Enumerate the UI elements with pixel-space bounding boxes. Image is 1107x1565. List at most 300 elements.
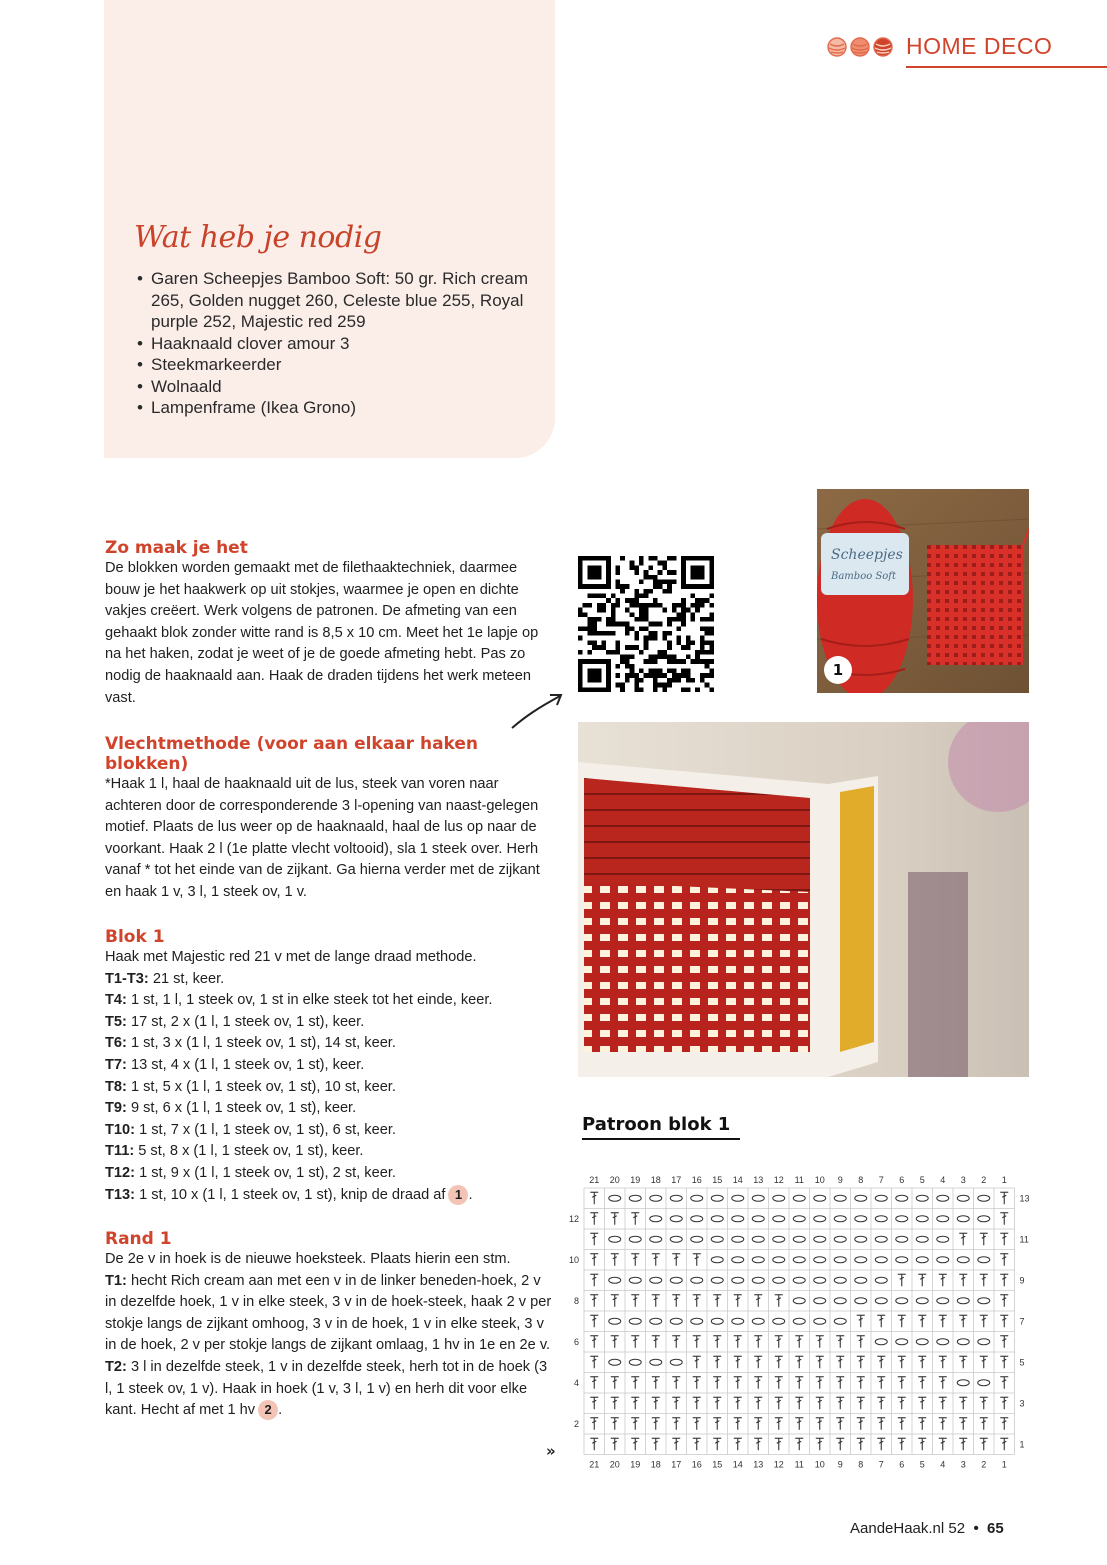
chain-symbol	[957, 1195, 969, 1201]
chain-symbol	[978, 1339, 990, 1345]
intro-heading: Zo maak je het	[105, 538, 248, 558]
stitch-symbol	[816, 1418, 824, 1430]
chain-symbol	[957, 1339, 969, 1345]
row-text: 1 st, 5 x (1 l, 1 steek ov, 1 st), 10 st, keer.	[130, 1078, 396, 1095]
stitch-symbol	[959, 1274, 967, 1286]
column-number: 20	[609, 1459, 620, 1470]
column-number: 17	[671, 1175, 682, 1185]
chain-symbol	[629, 1236, 641, 1242]
chain-symbol	[670, 1236, 682, 1242]
stitch-symbol	[713, 1336, 721, 1348]
materials-item: • Wolnaald	[134, 376, 544, 398]
stitch-symbol	[877, 1315, 885, 1327]
stitch-symbol	[980, 1418, 988, 1430]
braid-section	[105, 734, 555, 904]
chain-symbol	[609, 1195, 621, 1201]
stitch-symbol	[713, 1377, 721, 1389]
pattern-row	[105, 1271, 555, 1357]
column-number: 9	[837, 1175, 843, 1185]
column-number: 12	[773, 1175, 784, 1185]
chain-symbol	[793, 1195, 805, 1201]
row-label: T9:	[105, 1100, 127, 1117]
stitch-symbol	[857, 1336, 865, 1348]
lamp-photo	[578, 722, 1029, 1077]
chain-symbol	[896, 1195, 908, 1201]
row-label: T12:	[105, 1164, 136, 1181]
stitch-symbol	[693, 1295, 701, 1307]
block1-section	[105, 927, 555, 1206]
chain-symbol	[978, 1195, 990, 1201]
chain-symbol	[978, 1257, 990, 1263]
chain-symbol	[916, 1195, 928, 1201]
row-label: T13:	[105, 1186, 136, 1203]
stitch-symbol	[918, 1274, 926, 1286]
stitch-symbol	[857, 1418, 865, 1430]
chain-symbol	[773, 1277, 785, 1283]
chain-symbol	[937, 1257, 949, 1263]
chain-symbol	[957, 1216, 969, 1222]
chain-symbol	[855, 1277, 867, 1283]
stitch-symbol	[590, 1418, 598, 1430]
chain-symbol	[875, 1236, 887, 1242]
row-number: 12	[568, 1213, 579, 1224]
chain-symbol	[793, 1277, 805, 1283]
pattern-row	[105, 1055, 555, 1077]
stitch-symbol	[918, 1377, 926, 1389]
block1-heading: Blok 1	[105, 927, 165, 947]
stitch-symbol	[754, 1397, 762, 1409]
materials-heading: Wat heb je nodig	[134, 220, 382, 255]
stitch-symbol	[652, 1254, 660, 1266]
column-number: 7	[878, 1459, 884, 1470]
stitch-symbol	[836, 1336, 844, 1348]
stitch-symbol	[816, 1397, 824, 1409]
stitch-symbol	[959, 1315, 967, 1327]
stitch-symbol	[672, 1438, 680, 1450]
stitch-symbol	[754, 1418, 762, 1430]
stitch-symbol	[898, 1418, 906, 1430]
stitch-symbol	[775, 1356, 783, 1368]
chain-symbol	[834, 1236, 846, 1242]
yarn-brand-label: Scheepjes	[831, 547, 903, 563]
row-text: 21 st, keer.	[152, 970, 225, 987]
stitch-symbol	[713, 1418, 721, 1430]
materials-item: • Haaknaald clover amour 3	[134, 333, 544, 355]
stitch-symbol	[713, 1397, 721, 1409]
chain-symbol	[875, 1216, 887, 1222]
stitch-symbol	[775, 1418, 783, 1430]
stitch-symbol	[980, 1233, 988, 1245]
chain-symbol	[875, 1195, 887, 1201]
stitch-symbol	[1000, 1213, 1008, 1225]
chain-symbol	[896, 1236, 908, 1242]
yarn-product-label: Bamboo Soft	[831, 571, 897, 582]
chain-symbol	[732, 1216, 744, 1222]
chain-symbol	[691, 1277, 703, 1283]
chain-symbol	[978, 1216, 990, 1222]
row-text: 1 st, 1 l, 1 steek ov, 1 st in elke steek tot het einde, keer.	[130, 992, 493, 1009]
chain-symbol	[752, 1277, 764, 1283]
stitch-symbol	[939, 1377, 947, 1389]
chain-symbol	[814, 1277, 826, 1283]
rand1-section	[105, 1229, 555, 1422]
chain-symbol	[670, 1277, 682, 1283]
chain-symbol	[937, 1216, 949, 1222]
chain-symbol	[732, 1277, 744, 1283]
stitch-symbol	[836, 1438, 844, 1450]
chain-symbol	[650, 1216, 662, 1222]
stitch-symbol	[1000, 1438, 1008, 1450]
stitch-symbol	[918, 1356, 926, 1368]
stitch-symbol	[652, 1418, 660, 1430]
chain-symbol	[711, 1318, 723, 1324]
chain-symbol	[793, 1298, 805, 1304]
stitch-symbol	[672, 1336, 680, 1348]
column-number: 8	[858, 1459, 864, 1470]
stitch-symbol	[877, 1418, 885, 1430]
column-number: 7	[878, 1175, 884, 1185]
chain-symbol	[814, 1236, 826, 1242]
chain-symbol	[896, 1257, 908, 1263]
chain-symbol	[629, 1195, 641, 1201]
column-number: 18	[650, 1459, 661, 1470]
materials-item: • Garen Scheepjes Bamboo Soft: 50 gr. Rich cream 265, Golden nugget 260, Celeste blue 255, Royal purple 252, Majestic red 259	[134, 268, 544, 333]
chain-symbol	[875, 1257, 887, 1263]
chain-symbol	[670, 1318, 682, 1324]
stitch-symbol	[980, 1438, 988, 1450]
row-text: 1 st, 9 x (1 l, 1 steek ov, 1 st), 2 st, keer.	[139, 1164, 396, 1181]
pattern-row	[105, 1033, 555, 1055]
chain-symbol	[896, 1339, 908, 1345]
chain-symbol	[896, 1298, 908, 1304]
stitch-symbol	[590, 1213, 598, 1225]
column-number: 11	[794, 1459, 804, 1470]
column-number: 2	[981, 1459, 987, 1470]
page-footer	[850, 1520, 1004, 1537]
chain-symbol	[937, 1339, 949, 1345]
step-badge: 2	[258, 1400, 278, 1420]
stitch-symbol	[775, 1438, 783, 1450]
stitch-symbol	[631, 1377, 639, 1389]
chain-symbol	[773, 1216, 785, 1222]
stitch-symbol	[693, 1336, 701, 1348]
column-number: 17	[671, 1459, 682, 1470]
row-number: 10	[568, 1254, 579, 1265]
stitch-symbol	[816, 1356, 824, 1368]
stitch-symbol	[816, 1377, 824, 1389]
pattern-row	[105, 1077, 555, 1099]
stitch-symbol	[734, 1418, 742, 1430]
stitch-symbol	[795, 1377, 803, 1389]
stitch-symbol	[1000, 1377, 1008, 1389]
stitch-symbol	[734, 1377, 742, 1389]
chain-symbol	[609, 1236, 621, 1242]
chain-symbol	[732, 1195, 744, 1201]
chain-symbol	[834, 1257, 846, 1263]
column-number: 11	[794, 1175, 804, 1185]
chain-symbol	[732, 1236, 744, 1242]
continue-marker: »	[546, 1442, 556, 1460]
stitch-symbol	[693, 1438, 701, 1450]
column-number: 8	[858, 1175, 864, 1185]
footer-separator: •	[973, 1520, 979, 1537]
chain-symbol	[916, 1236, 928, 1242]
row-number: 8	[573, 1295, 579, 1306]
stitch-symbol	[898, 1377, 906, 1389]
column-number: 19	[630, 1175, 641, 1185]
stitch-symbol	[590, 1192, 598, 1204]
chain-symbol	[752, 1318, 764, 1324]
stitch-symbol	[1000, 1336, 1008, 1348]
chain-symbol	[875, 1298, 887, 1304]
column-number: 19	[630, 1459, 641, 1470]
column-number: 14	[732, 1459, 743, 1470]
chain-symbol	[752, 1216, 764, 1222]
chain-symbol	[711, 1236, 723, 1242]
stitch-symbol	[816, 1336, 824, 1348]
chain-symbol	[916, 1216, 928, 1222]
chain-symbol	[752, 1257, 764, 1263]
stitch-symbol	[939, 1418, 947, 1430]
stitch-symbol	[959, 1397, 967, 1409]
row-text: 1 st, 7 x (1 l, 1 steek ov, 1 st), 6 st, keer.	[139, 1121, 396, 1138]
chain-symbol	[629, 1277, 641, 1283]
stitch-symbol	[959, 1356, 967, 1368]
stitch-symbol	[1000, 1254, 1008, 1266]
row-text: 1 st, 10 x (1 l, 1 steek ov, 1 st), knip de draad af	[139, 1186, 446, 1203]
stitch-symbol	[877, 1438, 885, 1450]
pattern-row	[105, 1120, 555, 1142]
stitch-symbol	[754, 1377, 762, 1389]
chain-symbol	[957, 1257, 969, 1263]
stitch-symbol	[590, 1233, 598, 1245]
column-number: 20	[609, 1175, 620, 1185]
stitch-symbol	[939, 1315, 947, 1327]
chain-symbol	[732, 1318, 744, 1324]
chain-symbol	[773, 1318, 785, 1324]
stitch-symbol	[734, 1438, 742, 1450]
stitch-symbol	[631, 1438, 639, 1450]
column-number: 15	[712, 1459, 723, 1470]
row-text: 9 st, 6 x (1 l, 1 steek ov, 1 st), keer.	[130, 1100, 357, 1117]
column-number: 1	[1001, 1459, 1007, 1470]
stitch-symbol	[590, 1254, 598, 1266]
stitch-symbol	[795, 1438, 803, 1450]
row-number: 7	[1019, 1316, 1025, 1327]
stitch-symbol	[734, 1356, 742, 1368]
stitch-symbol	[672, 1418, 680, 1430]
stitch-symbol	[672, 1397, 680, 1409]
stitch-symbol	[980, 1397, 988, 1409]
pattern-row: T13: 1 st, 10 x (1 l, 1 steek ov, 1 st), knip de draad af 1 .	[105, 1185, 555, 1207]
stitch-symbol	[754, 1356, 762, 1368]
stitch-symbol	[1000, 1397, 1008, 1409]
column-number: 1	[1001, 1175, 1007, 1185]
chain-symbol	[875, 1277, 887, 1283]
stitch-symbol	[734, 1295, 742, 1307]
column-number: 10	[814, 1175, 825, 1185]
chain-symbol	[916, 1339, 928, 1345]
stitch-symbol	[631, 1418, 639, 1430]
row-number: 6	[573, 1336, 579, 1347]
stitch-symbol	[836, 1397, 844, 1409]
stitch-symbol	[693, 1254, 701, 1266]
stitch-symbol	[918, 1438, 926, 1450]
stitch-symbol	[959, 1438, 967, 1450]
qr-code[interactable]	[578, 556, 714, 692]
braid-heading: Vlechtmethode (voor aan elkaar haken blokken)	[105, 734, 479, 774]
column-number: 18	[650, 1175, 661, 1185]
chain-symbol	[855, 1298, 867, 1304]
chain-symbol	[670, 1195, 682, 1201]
chain-symbol	[855, 1257, 867, 1263]
stitch-symbol	[857, 1397, 865, 1409]
chain-symbol	[629, 1359, 641, 1365]
stitch-symbol	[590, 1315, 598, 1327]
chain-symbol	[732, 1257, 744, 1263]
stitch-symbol	[672, 1377, 680, 1389]
column-number: 4	[940, 1459, 946, 1470]
chain-symbol	[650, 1277, 662, 1283]
row-number: 1	[1019, 1439, 1025, 1450]
chain-symbol	[916, 1257, 928, 1263]
chain-symbol	[609, 1359, 621, 1365]
stitch-symbol	[713, 1356, 721, 1368]
stitch-symbol	[631, 1336, 639, 1348]
stitch-symbol	[816, 1438, 824, 1450]
stitch-symbol	[611, 1254, 619, 1266]
stitch-symbol	[1000, 1233, 1008, 1245]
stitch-symbol	[877, 1377, 885, 1389]
step-badge: 1	[448, 1185, 468, 1205]
section-title: HOME DECO	[906, 33, 1053, 59]
pattern-chart	[560, 1170, 1045, 1470]
stitch-symbol	[590, 1397, 598, 1409]
pattern-row	[105, 1163, 555, 1185]
stitch-symbol	[857, 1377, 865, 1389]
chain-symbol	[650, 1236, 662, 1242]
column-number: 6	[899, 1459, 905, 1470]
chain-symbol	[691, 1216, 703, 1222]
chain-symbol	[978, 1298, 990, 1304]
row-label: T5:	[105, 1013, 127, 1030]
stitch-symbol	[939, 1356, 947, 1368]
column-number: 4	[940, 1175, 946, 1185]
chain-symbol	[855, 1236, 867, 1242]
stitch-symbol	[939, 1274, 947, 1286]
stitch-symbol	[918, 1315, 926, 1327]
chain-symbol	[896, 1216, 908, 1222]
braid-text: *Haak 1 l, haal de haaknaald uit de lus, steek van voren naar achteren door de corresponderende 3 l-opening van naast-gelegen motief. Plaats de lus weer op de haaknaald, haal de lus op naar de voorkant. Haak 2 l (1e platte vlecht voltooid), sla 1 steek over. Herh vanaf * tot het einde van de zijkant. Ga hierna verder met de zijkant en haak 1 v, 3 l, 1 steek ov, 1 v.	[105, 776, 540, 900]
stitch-symbol	[611, 1377, 619, 1389]
chain-symbol	[834, 1318, 846, 1324]
row-label: T10:	[105, 1121, 136, 1138]
stitch-symbol	[857, 1438, 865, 1450]
stitch-symbol	[672, 1254, 680, 1266]
row-text: 5 st, 8 x (1 l, 1 steek ov, 1 st), keer.	[138, 1143, 364, 1160]
stitch-symbol	[652, 1295, 660, 1307]
stitch-symbol	[693, 1377, 701, 1389]
pattern-row	[105, 1098, 555, 1120]
row-number: 9	[1019, 1275, 1025, 1286]
row-text: 17 st, 2 x (1 l, 1 steek ov, 1 st), keer.	[130, 1013, 365, 1030]
stitch-symbol	[1000, 1192, 1008, 1204]
row-number: 2	[573, 1418, 579, 1429]
pattern-row	[105, 990, 555, 1012]
row-label: T2:	[105, 1358, 127, 1375]
stitch-symbol	[713, 1438, 721, 1450]
chain-symbol	[609, 1318, 621, 1324]
stitch-symbol	[590, 1295, 598, 1307]
row-number: 13	[1019, 1193, 1030, 1204]
chain-symbol	[752, 1195, 764, 1201]
stitch-symbol	[877, 1356, 885, 1368]
block1-intro: Haak met Majestic red 21 v met de lange draad methode.	[105, 949, 477, 965]
stitch-symbol	[775, 1336, 783, 1348]
chain-symbol	[814, 1318, 826, 1324]
stitch-symbol	[734, 1397, 742, 1409]
chain-symbol	[711, 1216, 723, 1222]
stitch-symbol	[590, 1438, 598, 1450]
chain-symbol	[650, 1359, 662, 1365]
stitch-symbol	[939, 1397, 947, 1409]
stitch-symbol	[959, 1418, 967, 1430]
stitch-symbol	[754, 1438, 762, 1450]
stitch-symbol	[795, 1336, 803, 1348]
stitch-symbol	[631, 1295, 639, 1307]
stitch-symbol	[1000, 1315, 1008, 1327]
chain-symbol	[773, 1257, 785, 1263]
column-number: 14	[732, 1175, 743, 1185]
stitch-symbol	[775, 1295, 783, 1307]
stitch-symbol	[713, 1295, 721, 1307]
row-number: 3	[1019, 1398, 1025, 1409]
chain-symbol	[834, 1277, 846, 1283]
stitch-symbol	[836, 1377, 844, 1389]
chain-symbol	[629, 1318, 641, 1324]
column-number: 9	[837, 1459, 843, 1470]
row-label: T11:	[105, 1143, 135, 1160]
stitch-symbol	[754, 1336, 762, 1348]
stitch-symbol	[652, 1397, 660, 1409]
photo-step-badge: 1	[824, 656, 852, 684]
column-number: 5	[919, 1459, 925, 1470]
column-number: 3	[960, 1175, 966, 1185]
stitch-symbol	[795, 1356, 803, 1368]
materials-list	[134, 268, 544, 419]
footer-site: AandeHaak.nl 52	[850, 1520, 966, 1537]
stitch-symbol	[652, 1438, 660, 1450]
chain-symbol	[691, 1195, 703, 1201]
row-label: T7:	[105, 1056, 127, 1073]
chain-symbol	[650, 1195, 662, 1201]
row-label: T1:	[105, 1272, 127, 1289]
stitch-symbol	[693, 1397, 701, 1409]
stitch-symbol	[590, 1336, 598, 1348]
row-number: 4	[573, 1377, 579, 1388]
column-number: 21	[589, 1459, 600, 1470]
row-label: T1-T3:	[105, 970, 149, 987]
yarn-balls-icon	[826, 36, 896, 58]
column-number: 13	[753, 1459, 764, 1470]
stitch-symbol	[836, 1356, 844, 1368]
pattern-row	[105, 1012, 555, 1034]
stitch-symbol	[652, 1377, 660, 1389]
stitch-symbol	[939, 1438, 947, 1450]
stitch-symbol	[590, 1274, 598, 1286]
stitch-symbol	[611, 1336, 619, 1348]
column-number: 13	[753, 1175, 764, 1185]
